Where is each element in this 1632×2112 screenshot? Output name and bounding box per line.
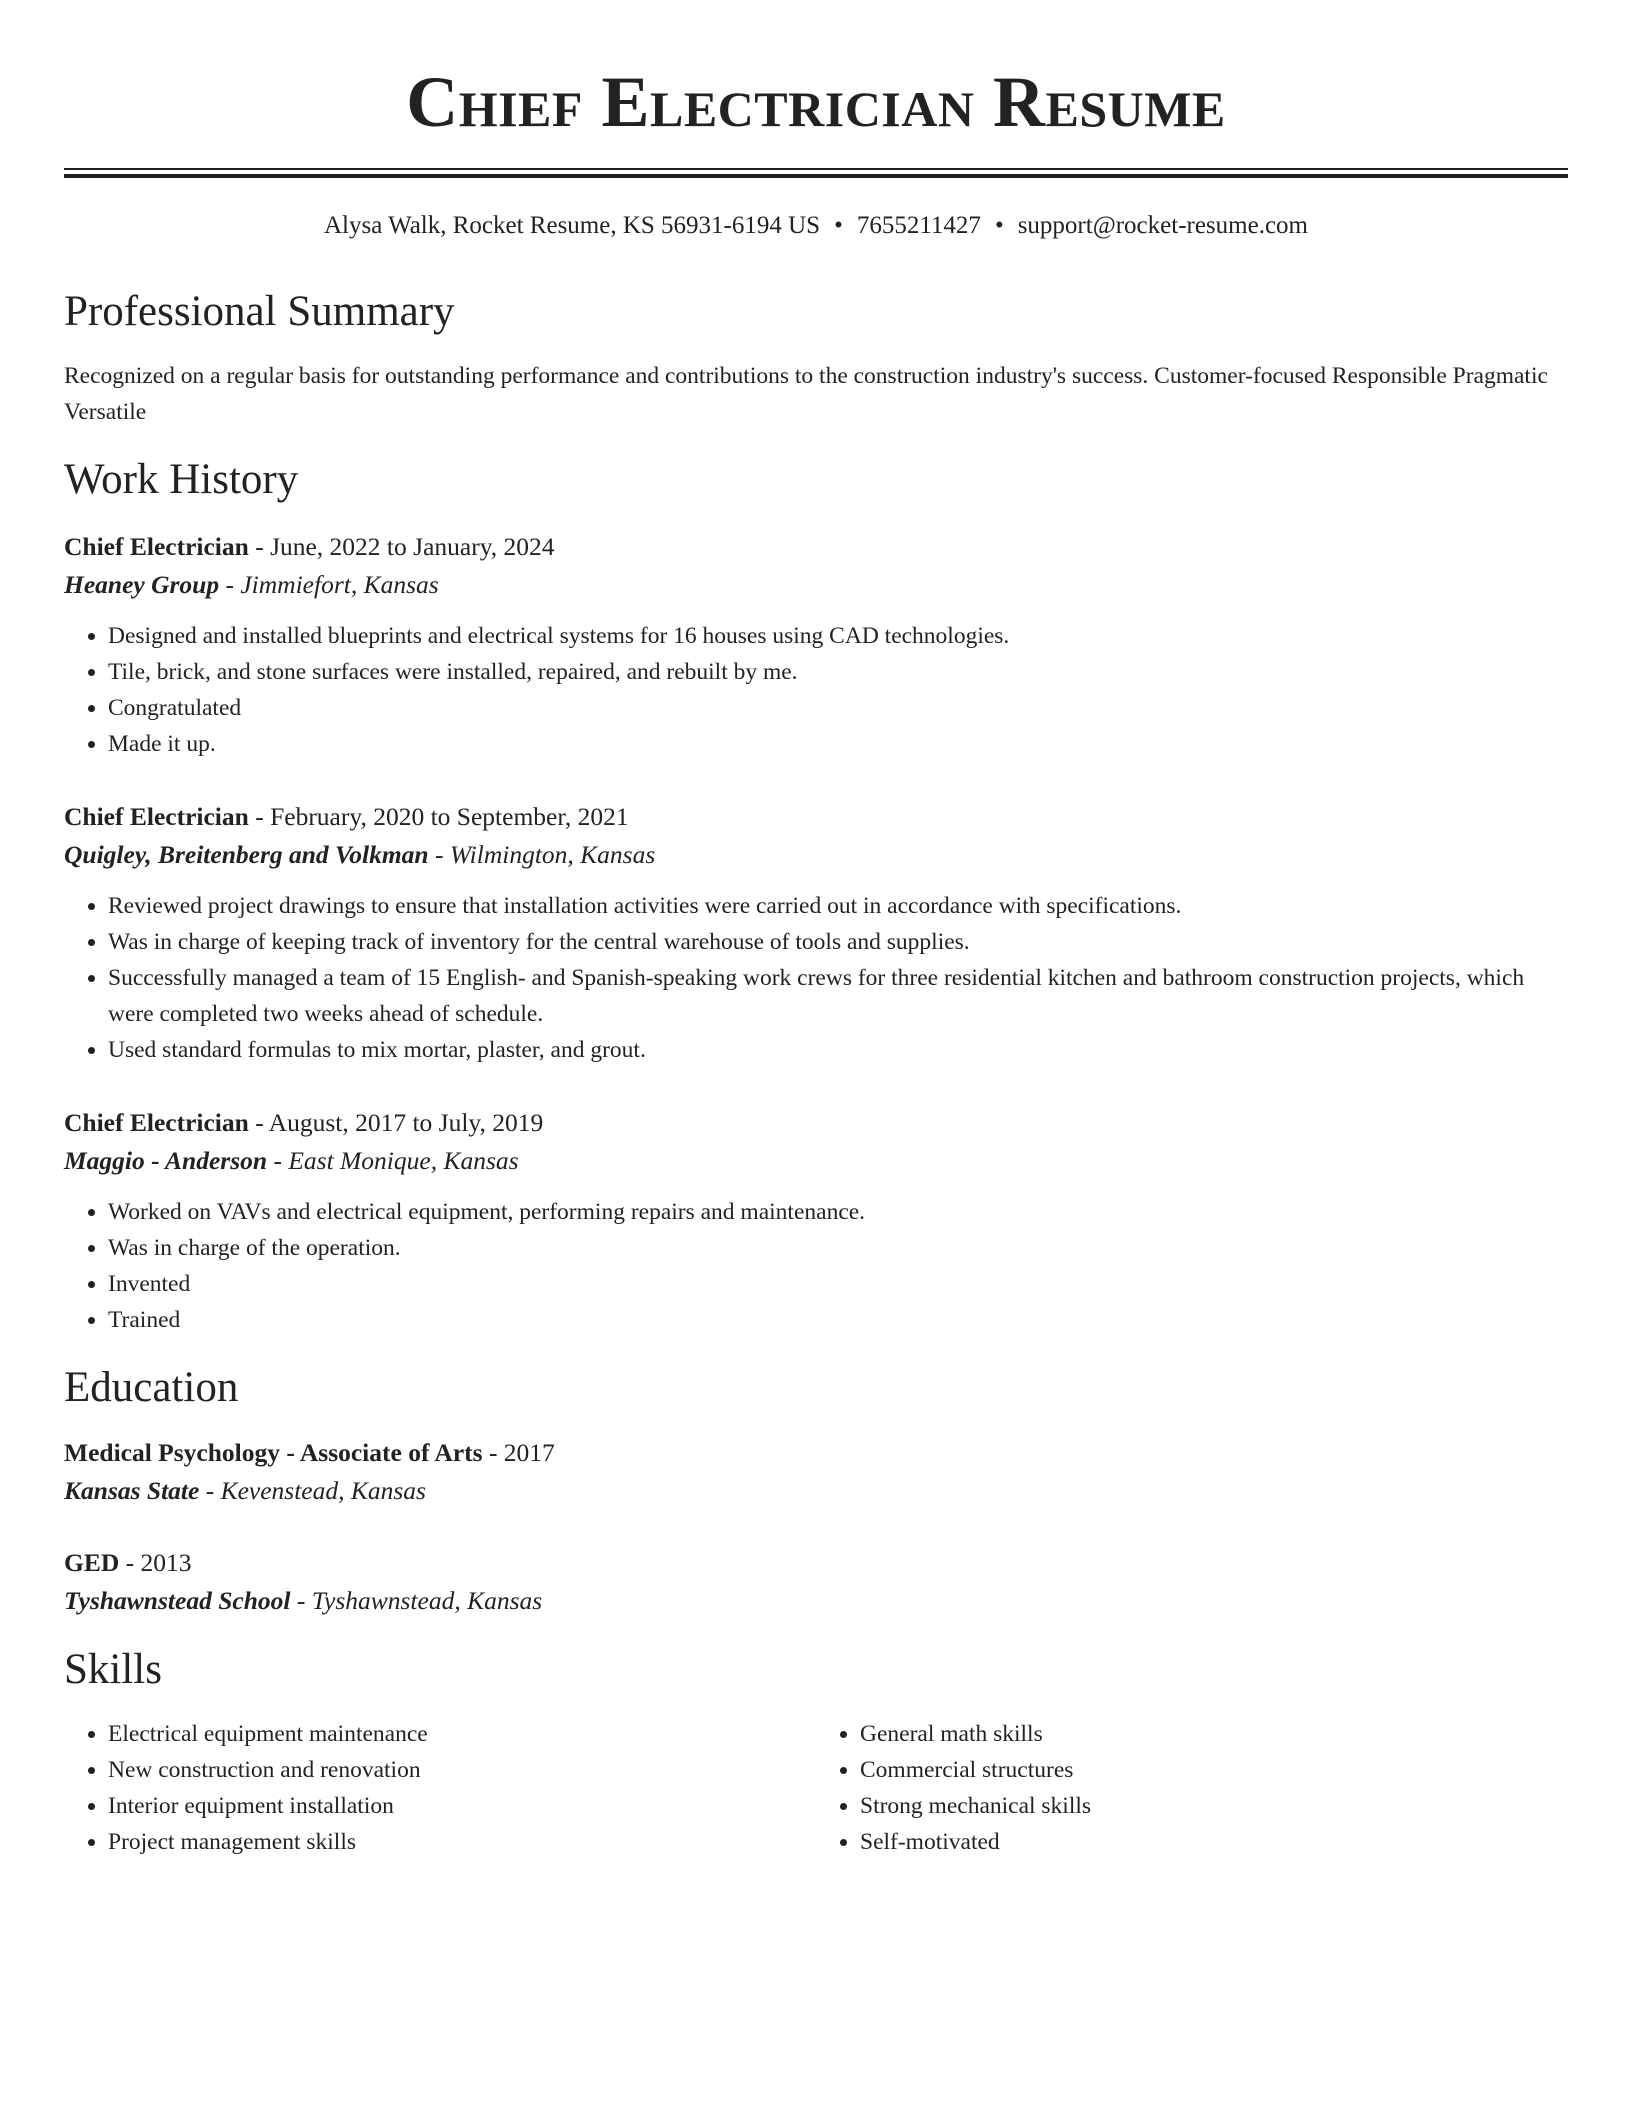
contact-email: support@rocket-resume.com xyxy=(1017,212,1308,239)
skill-item: • Electrical equipment maintenance xyxy=(108,1716,816,1752)
list-item: • Invented xyxy=(108,1266,1568,1302)
list-item: • Tile, brick, and stone surfaces were installed, repaired, and rebuilt by me. xyxy=(108,654,1568,690)
job-entry xyxy=(64,1104,1568,1338)
summary-heading: Professional Summary xyxy=(64,288,455,335)
job-dates: - August, 2017 to July, 2019 xyxy=(248,1108,544,1137)
skill-item: • General math skills xyxy=(860,1716,1568,1752)
resume-title: Chief Electrician Resume xyxy=(406,62,1226,142)
list-item: • Successfully managed a team of 15 English- and Spanish-speaking work crews for three residential kitchen and bathroom construction projects, which were completed two weeks ahead of schedule. xyxy=(108,960,1568,1032)
skills-column-left xyxy=(64,1716,816,1860)
job-title: Chief Electrician xyxy=(64,532,249,561)
education-year: - 2013 xyxy=(119,1548,192,1577)
job-employer xyxy=(64,1142,1568,1180)
education-header xyxy=(64,1434,1568,1472)
job-bullets xyxy=(64,1194,1568,1338)
education-section xyxy=(64,1362,1568,1620)
job-dates: - February, 2020 to September, 2021 xyxy=(248,802,629,831)
job-employer xyxy=(64,836,1568,874)
job-header xyxy=(64,1104,1568,1142)
summary-section xyxy=(64,286,1568,430)
list-item: • Designed and installed blueprints and electrical systems for 16 houses using CAD technologies. xyxy=(108,618,1568,654)
skill-item: • Strong mechanical skills xyxy=(860,1788,1568,1824)
job-company: Maggio - Anderson xyxy=(64,1146,268,1175)
summary-text: Recognized on a regular basis for outstanding performance and contributions to the construction industry's success. Customer-focused Responsible Pragmatic Versatile xyxy=(64,363,1548,425)
education-degree: GED xyxy=(64,1548,120,1577)
job-header xyxy=(64,528,1568,566)
education-entry xyxy=(64,1544,1568,1620)
work-history-heading: Work History xyxy=(64,456,299,503)
contact-phone: 7655211427 xyxy=(856,212,981,239)
job-location: - Wilmington, Kansas xyxy=(428,840,656,869)
list-item: • Reviewed project drawings to ensure that installation activities were carried out in accordance with specifications. xyxy=(108,888,1568,924)
list-item: • Congratulated xyxy=(108,690,1568,726)
list-item: • Was in charge of keeping track of inventory for the central warehouse of tools and supplies. xyxy=(108,924,1568,960)
skill-item: • Self-motivated xyxy=(860,1824,1568,1860)
skills-column-right xyxy=(816,1716,1568,1860)
title-divider xyxy=(64,168,1568,178)
job-bullets xyxy=(64,888,1568,1068)
job-bullets xyxy=(64,618,1568,762)
education-degree: Medical Psychology - Associate of Arts xyxy=(64,1438,483,1467)
skills-heading: Skills xyxy=(64,1646,162,1693)
education-school-line xyxy=(64,1472,1568,1510)
job-company: Quigley, Breitenberg and Volkman xyxy=(64,840,429,869)
skills-section xyxy=(64,1644,1568,1860)
job-title: Chief Electrician xyxy=(64,802,249,831)
list-item: • Worked on VAVs and electrical equipment, performing repairs and maintenance. xyxy=(108,1194,1568,1230)
contact-address: Alysa Walk, Rocket Resume, KS 56931-6194 US xyxy=(323,212,821,239)
education-entry xyxy=(64,1434,1568,1510)
job-entry xyxy=(64,798,1568,1068)
skill-item: • Commercial structures xyxy=(860,1752,1568,1788)
job-entry xyxy=(64,528,1568,762)
job-employer xyxy=(64,566,1568,604)
contact-line xyxy=(64,208,1568,244)
skill-item: • Project management skills xyxy=(108,1824,816,1860)
job-header xyxy=(64,798,1568,836)
job-dates: - June, 2022 to January, 2024 xyxy=(248,532,555,561)
list-item: • Used standard formulas to mix mortar, plaster, and grout. xyxy=(108,1032,1568,1068)
education-location: - Tyshawnstead, Kansas xyxy=(290,1586,543,1615)
list-item: • Made it up. xyxy=(108,726,1568,762)
list-item: • Trained xyxy=(108,1302,1568,1338)
work-history-section xyxy=(64,454,1568,1338)
education-school: Tyshawnstead School xyxy=(64,1586,291,1615)
skill-item: • Interior equipment installation xyxy=(108,1788,816,1824)
education-heading: Education xyxy=(64,1364,239,1411)
job-title: Chief Electrician xyxy=(64,1108,249,1137)
contact-separator: • xyxy=(834,212,843,239)
job-location: - Jimmiefort, Kansas xyxy=(219,570,439,599)
skills-grid xyxy=(64,1716,1568,1860)
job-location: - East Monique, Kansas xyxy=(267,1146,519,1175)
education-school: Kansas State xyxy=(64,1476,200,1505)
education-school-line xyxy=(64,1582,1568,1620)
contact-separator: • xyxy=(994,212,1004,239)
list-item: • Was in charge of the operation. xyxy=(108,1230,1568,1266)
education-location: - Kevenstead, Kansas xyxy=(199,1476,426,1505)
job-company: Heaney Group xyxy=(64,570,220,599)
skill-item: • New construction and renovation xyxy=(108,1752,816,1788)
education-header xyxy=(64,1544,1568,1582)
education-year: - 2017 xyxy=(482,1438,555,1467)
